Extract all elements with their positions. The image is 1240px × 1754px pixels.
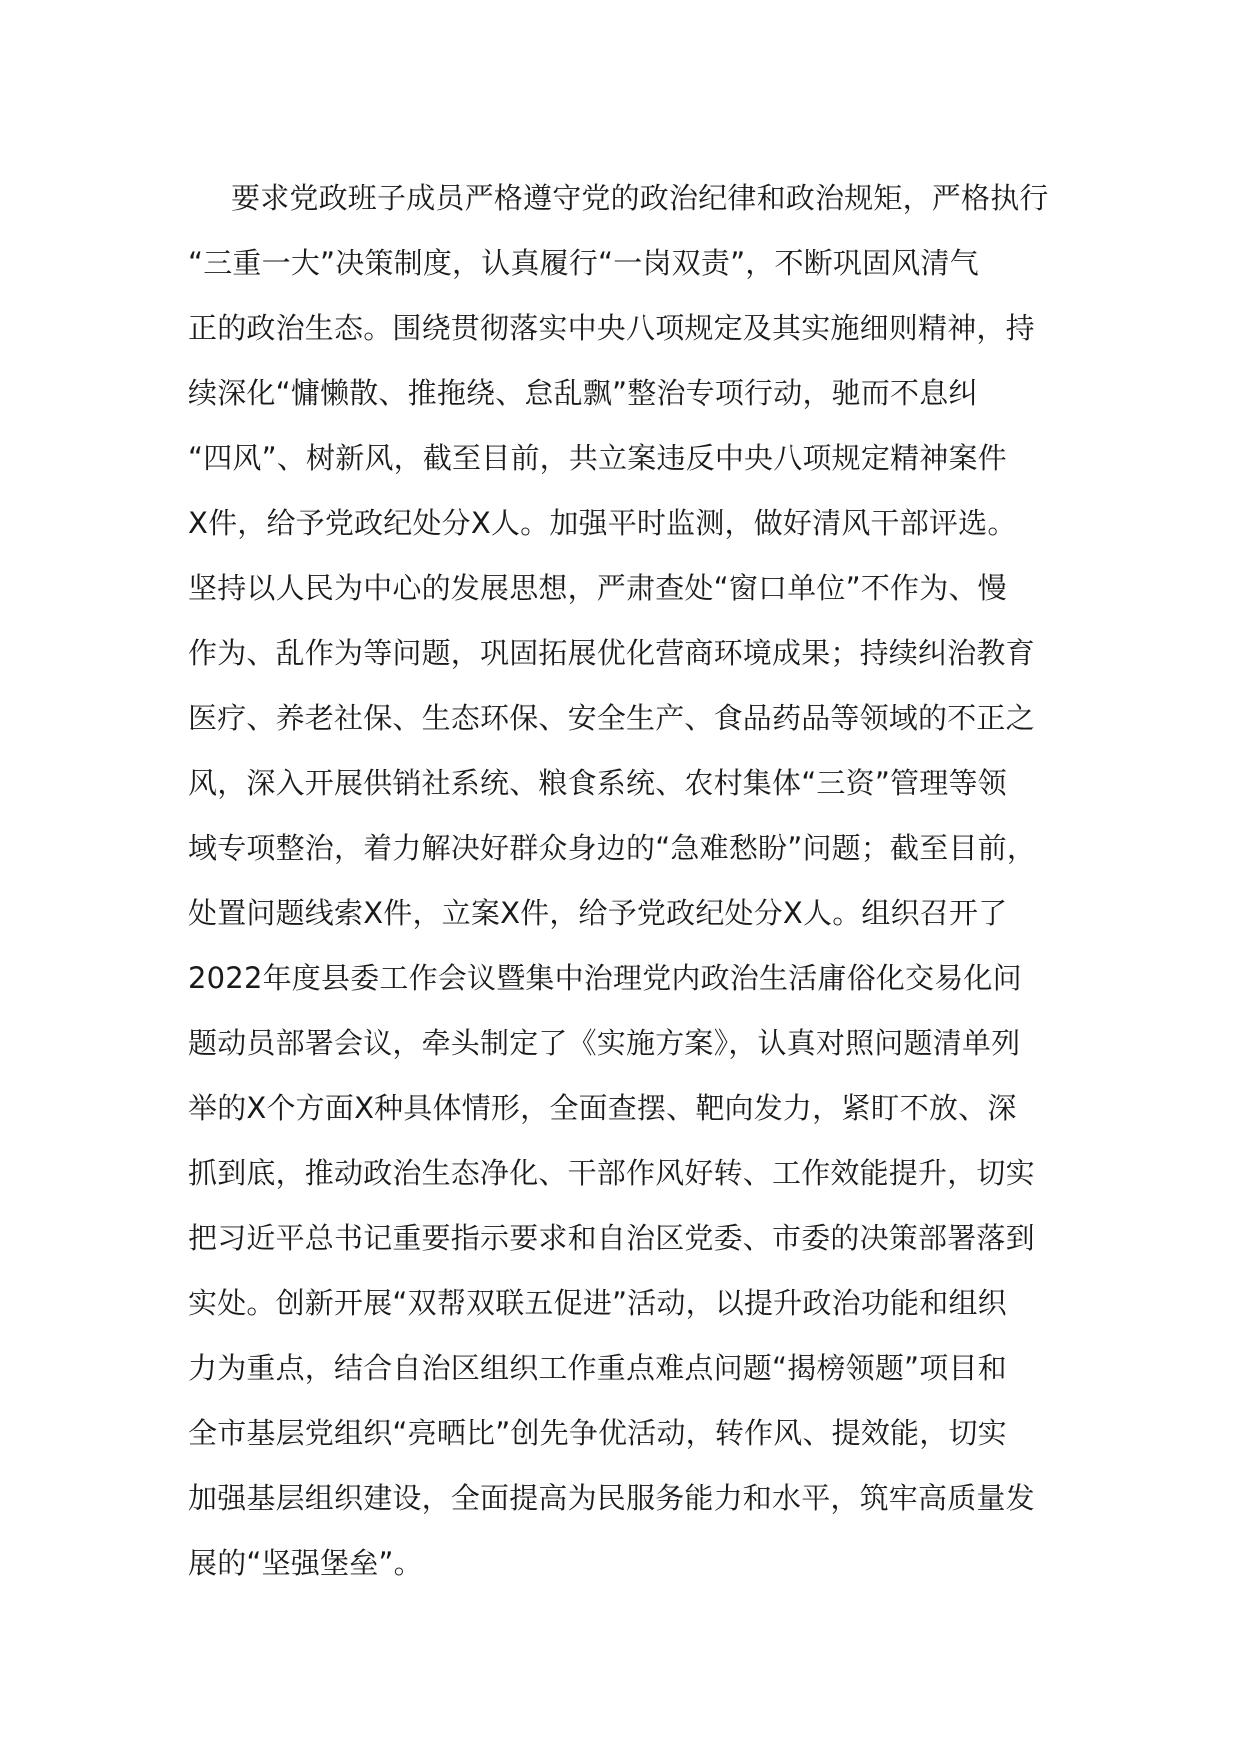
paragraph-line: 正的政治生态。围绕贯彻落实中央八项规定及其实施细则精神，持: [188, 311, 1035, 345]
paragraph-line: “三重一大”决策制度，认真履行“一岗双责”，不断巩固风清气: [188, 246, 979, 280]
paragraph-line: 把习近平总书记重要指示要求和自治区党委、市委的决策部署落到: [188, 1221, 1035, 1255]
paragraph-line: 实处。创新开展“双帮双联五促进”活动，以提升政治功能和组织: [188, 1286, 1007, 1320]
paragraph-line: 坚持以人民为中心的发展思想，严肃查处“窗口单位”不作为、慢: [188, 571, 1007, 605]
paragraph-line: 续深化“慵懒散、推拖绕、怠乱飘”整治专项行动，驰而不息纠: [188, 376, 978, 410]
paragraph-line: 展的“坚强堡垒”。: [188, 1546, 423, 1580]
paragraph-line: 举的X个方面X种具体情形，全面查摆、靶向发力，紧盯不放、深: [188, 1091, 1017, 1125]
paragraph-line: 作为、乱作为等问题，巩固拓展优化营商环境成果；持续纠治教育: [188, 636, 1035, 670]
paragraph-line: “四风”、树新风，截至目前，共立案违反中央八项规定精神案件: [188, 441, 1007, 475]
paragraph-line: 力为重点，结合自治区组织工作重点难点问题“揭榜领题”项目和: [188, 1351, 1007, 1385]
body-paragraph: [188, 166, 1088, 1596]
paragraph-line: 处置问题线索X件，立案X件，给予党政纪处分X人。组织召开了: [188, 896, 1008, 930]
paragraph-line: 风，深入开展供销社系统、粮食系统、农村集体“三资”管理等领: [188, 766, 1007, 800]
paragraph-line: 要求党政班子成员严格遵守党的政治纪律和政治规矩，严格执行: [231, 181, 1049, 215]
paragraph-line: 加强基层组织建设，全面提高为民服务能力和水平，筑牢高质量发: [188, 1481, 1035, 1515]
paragraph-line: 2022年度县委工作会议暨集中治理党内政治生活庸俗化交易化问: [188, 961, 1022, 995]
paragraph-line: 全市基层党组织“亮晒比”创先争优活动，转作风、提效能，切实: [188, 1416, 1007, 1450]
paragraph-line: 域专项整治，着力解决好群众身边的“急难愁盼”问题；截至目前，: [188, 831, 1037, 865]
paragraph-line: 题动员部署会议，牵头制定了《实施方案》，认真对照问题清单列: [188, 1026, 1021, 1060]
paragraph-line: X件，给予党政纪处分X人。加强平时监测，做好清风干部评选。: [188, 506, 1017, 540]
paragraph-line: 抓到底，推动政治生态净化、干部作风好转、工作效能提升，切实: [188, 1156, 1035, 1190]
paragraph-line: 医疗、养老社保、生态环保、安全生产、食品药品等领域的不正之: [188, 701, 1035, 735]
